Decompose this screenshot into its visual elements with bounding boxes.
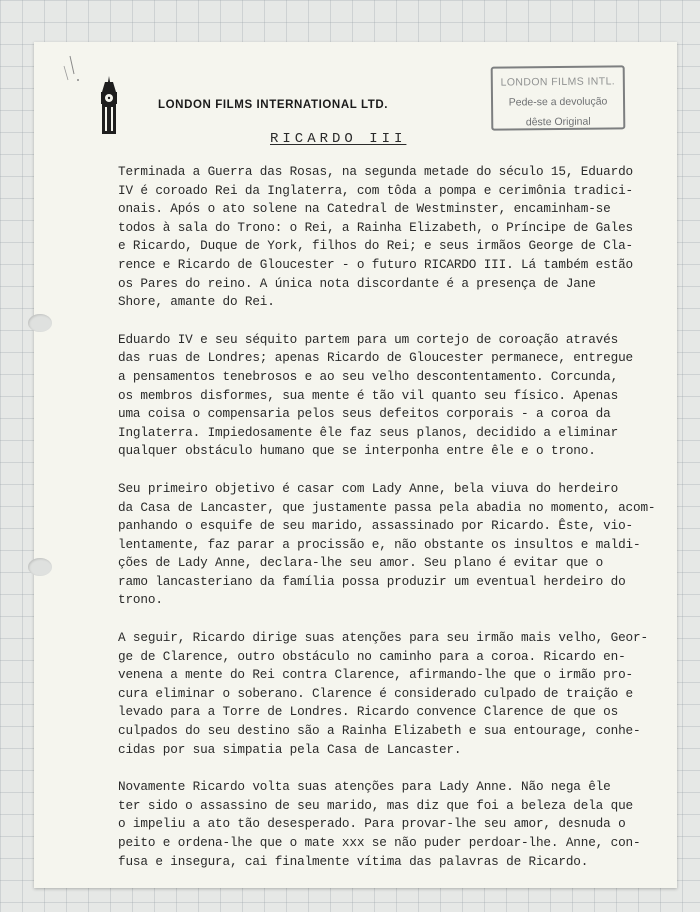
text-line: panhando o esquife de seu marido, assassinado por Ricardo. Êste, vio-	[118, 518, 633, 534]
text-line: culpados do seu destino são a Rainha Elizabeth e sua entourage, conhe-	[118, 723, 641, 739]
text-line: onais. Após o ato solene na Catedral de Westminster, encaminham-se	[118, 201, 611, 217]
text-line: Inglaterra. Impiedosamente êle faz seus planos, decidido a eliminar	[118, 424, 619, 440]
stamp-line-3: dêste Original	[525, 115, 591, 129]
big-ben-logo-icon	[96, 76, 122, 134]
text-line: fusa e insegura, cai finalmente vítima das palavras de Ricardo.	[118, 853, 589, 869]
paragraph	[118, 331, 674, 461]
text-line: rence e Ricardo de Gloucester - o futuro RICARDO III. Lá também estão	[118, 256, 633, 272]
text-line: uma coisa o compensaria pelos seus defeitos corporais - a coroa da	[118, 406, 611, 422]
text-line: trono.	[118, 592, 163, 608]
text-line: Shore, amante do Rei.	[118, 294, 275, 310]
paragraph	[118, 629, 674, 759]
paragraph	[118, 480, 674, 610]
document-title: RICARDO III	[270, 131, 407, 147]
pencil-marks	[54, 52, 94, 94]
text-line: das ruas de Londres; apenas Ricardo de Gloucester permanece, entregue	[118, 350, 633, 366]
text-line: todos à sala do Trono: o Rei, a Rainha Elizabeth, o Príncipe de Gales	[118, 219, 633, 235]
return-stamp	[491, 65, 626, 130]
text-line: da Casa de Lancaster, que justamente passa pela abadia no momento, acom-	[118, 499, 656, 515]
text-line: qualquer obstáculo humano que se interponha entre êle e o trono.	[118, 443, 596, 459]
synopsis-text	[118, 163, 674, 890]
text-line: ramo lancasteriano da família possa produzir um eventual herdeiro do	[118, 573, 626, 589]
stamp-line-1: LONDON FILMS INTL.	[500, 75, 616, 89]
text-line: Eduardo IV e seu séquito partem para um cortejo de coroação através	[118, 331, 619, 347]
text-line: Seu primeiro objetivo é casar com Lady Anne, bela viuva do herdeiro	[118, 480, 619, 496]
text-line: ge de Clarence, outro obstáculo no caminho para a coroa. Ricardo en-	[118, 648, 626, 664]
company-name: LONDON FILMS INTERNATIONAL LTD.	[158, 99, 389, 111]
text-line: e Ricardo, Duque de York, filhos do Rei; e seus irmãos George de Cla-	[118, 238, 633, 254]
text-line: a pensamentos tenebrosos e ao seu velho descontentamento. Corcunda,	[118, 368, 619, 384]
text-line: lentamente, faz parar a procissão e, não obstante os insultos e maldi-	[118, 536, 641, 552]
text-line: Novamente Ricardo volta suas atenções para Lady Anne. Não nega êle	[118, 779, 611, 795]
text-line: os membros disformes, sua mente é tão vil quanto seu físico. Apenas	[118, 387, 619, 403]
paragraph	[118, 778, 674, 871]
text-line: Terminada a Guerra das Rosas, na segunda metade do século 15, Eduardo	[118, 164, 633, 179]
text-line: o impeliu a ato tão desesperado. Para provar-lhe seu amor, desnuda o	[118, 816, 626, 832]
text-line: venena a mente do Rei contra Clarence, afirmando-lhe que o irmão pro-	[118, 667, 633, 683]
text-line: levado para a Torre de Londres. Ricardo convence Clarence de que os	[118, 704, 619, 720]
text-line: cura eliminar o soberano. Clarence é considerado culpado de traição e	[118, 685, 633, 701]
text-line: peito e ordena-lhe que o mate xxx se não puder perdoar-lhe. Anne, con-	[118, 835, 641, 850]
text-line: os Pares do reino. A única nota discordante é a presença de Jane	[118, 275, 596, 291]
punch-hole-bottom	[28, 558, 52, 576]
text-line: ter sido o assassino de seu marido, mas diz que foi a beleza dela que	[118, 797, 633, 813]
stamp-line-2: Pede-se a devolução	[508, 95, 608, 109]
text-line: cidas por sua simpatia pela Casa de Lancaster.	[118, 741, 462, 757]
paragraph	[118, 163, 674, 312]
punch-hole-top	[28, 314, 52, 332]
text-line: A seguir, Ricardo dirige suas atenções para seu irmão mais velho, Geor-	[118, 630, 648, 646]
text-line: ções de Lady Anne, declara-lhe seu amor. Seu plano é evitar que o	[118, 555, 604, 571]
text-line: IV é coroado Rei da Inglaterra, com tôda a pompa e cerimônia tradici-	[118, 182, 633, 198]
document-page	[34, 42, 677, 888]
